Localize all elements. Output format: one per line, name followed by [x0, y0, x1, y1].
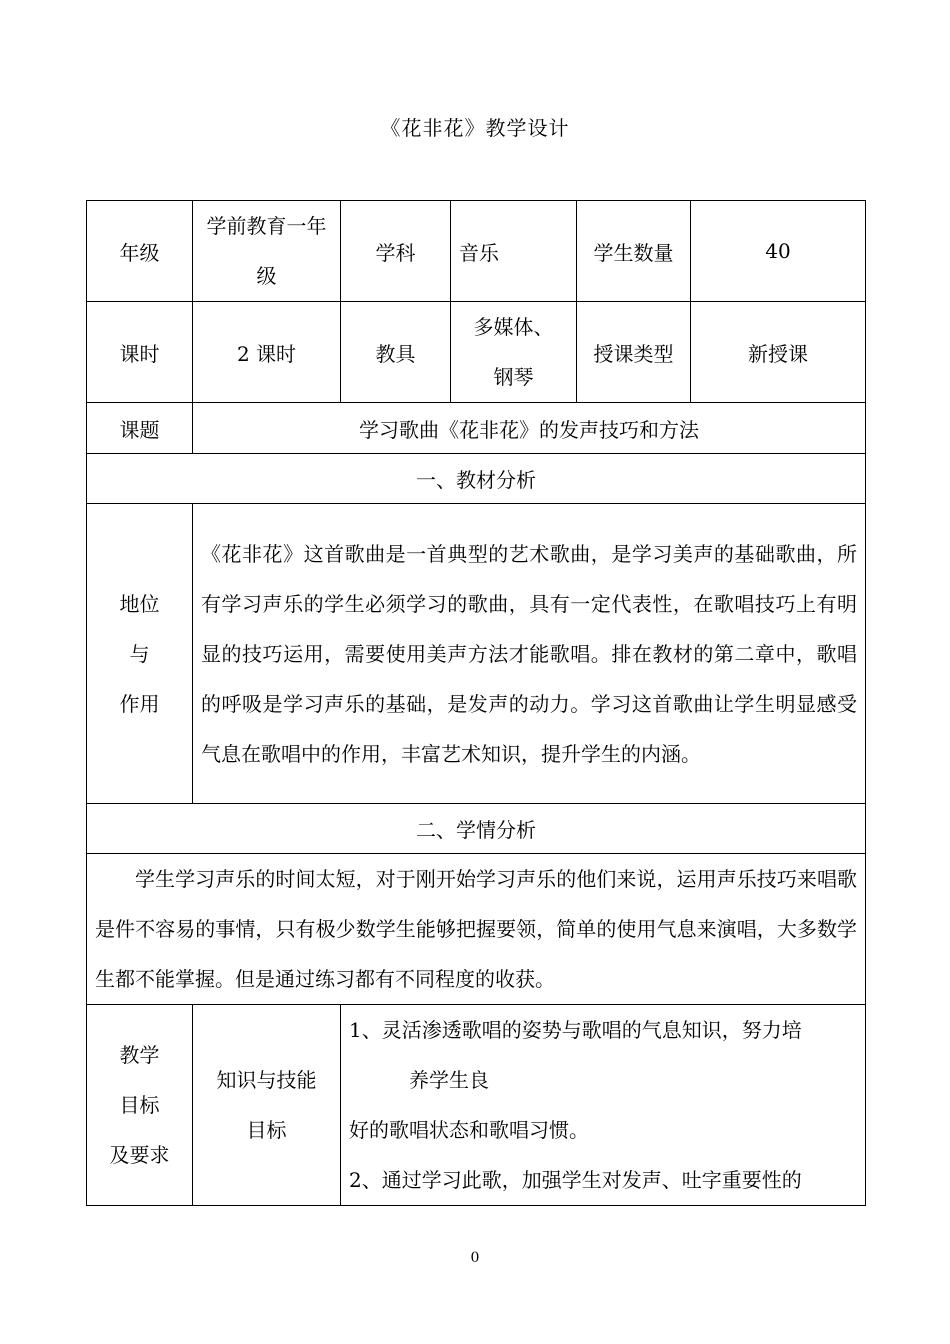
section-1-content-row: [87, 504, 866, 804]
role-text: 《花非花》这首歌曲是一首典型的艺术歌曲，是学习美声的基础歌曲，所有学习声乐的学生必须学习的歌曲，具有一定代表性，在歌唱技巧上有明显的技巧运用，需要使用美声方法才能歌唱。排在教材的第二章中，歌唱的呼吸是学习声乐的基础，是发声的动力。学习这首歌曲让学生明显感受气息在歌唱中的作用，丰富艺术知识，提升学生的内涵。: [193, 504, 866, 804]
tools-value: [451, 302, 577, 403]
goals-label-line-3: 及要求: [109, 1143, 170, 1167]
topic-row: [87, 403, 866, 454]
knowledge-skill-label-line-1: 知识与技能: [216, 1068, 317, 1092]
hours-label: 课时: [87, 302, 193, 403]
students-label: 学生数量: [577, 201, 691, 302]
grade-label: 年级: [87, 201, 193, 302]
goals-label-line-1: 教学: [119, 1043, 160, 1067]
type-value: 新授课: [691, 302, 866, 403]
goal-line-2: 养学生良: [409, 1068, 489, 1092]
topic-label: 课题: [87, 403, 193, 454]
subject-value: 音乐: [451, 201, 577, 302]
goals-row: [87, 1005, 866, 1206]
grade-value-line-2: 级: [256, 264, 277, 288]
role-label: [87, 504, 193, 804]
section-1-heading: 一、教材分析: [87, 454, 866, 504]
grade-value: [193, 201, 341, 302]
type-label: 授课类型: [577, 302, 691, 403]
knowledge-skill-label: [193, 1005, 341, 1206]
hours-value: 2 课时: [193, 302, 341, 403]
tools-label: 教具: [341, 302, 451, 403]
role-label-line-2: 与: [129, 641, 150, 666]
lesson-plan-table: [86, 200, 866, 1206]
info-row-grade: [87, 201, 866, 302]
grade-value-line-1: 学前教育一年: [206, 214, 327, 238]
section-2-heading-row: [87, 804, 866, 854]
goal-line-3: 好的歌唱状态和歌唱习惯。: [349, 1118, 589, 1142]
students-value: 40: [691, 201, 866, 302]
knowledge-skill-goals: [341, 1005, 866, 1206]
tools-value-line-1: 多媒体、: [473, 315, 554, 339]
subject-label: 学科: [341, 201, 451, 302]
section-2-content-row: [87, 854, 866, 1005]
document-title: 《花非花》教学设计: [380, 116, 570, 140]
role-label-line-3: 作用: [119, 691, 160, 716]
tools-value-line-2: 钢琴: [493, 365, 534, 389]
goals-label-line-2: 目标: [119, 1093, 160, 1117]
knowledge-skill-label-line-2: 目标: [246, 1118, 287, 1142]
info-row-hours: [87, 302, 866, 403]
goals-label: [87, 1005, 193, 1206]
goal-line-1: 1、灵活渗透歌唱的姿势与歌唱的气息知识，努力培: [349, 1018, 802, 1042]
page-number: 0: [470, 1250, 480, 1266]
section-2-heading: 二、学情分析: [87, 804, 866, 854]
topic-value: 学习歌曲《花非花》的发声技巧和方法: [193, 403, 866, 454]
learner-analysis-text: 学生学习声乐的时间太短，对于刚开始学习声乐的他们来说，运用声乐技巧来唱歌是件不容易的事情，只有极少数学生能够把握要领，简单的使用气息来演唱，大多数学生都不能掌握。但是通过练习都有不同程度的收获。: [87, 854, 866, 1005]
goal-line-4: 2、通过学习此歌，加强学生对发声、吐字重要性的: [349, 1168, 802, 1192]
role-label-line-1: 地位: [119, 591, 160, 616]
section-1-heading-row: [87, 454, 866, 504]
